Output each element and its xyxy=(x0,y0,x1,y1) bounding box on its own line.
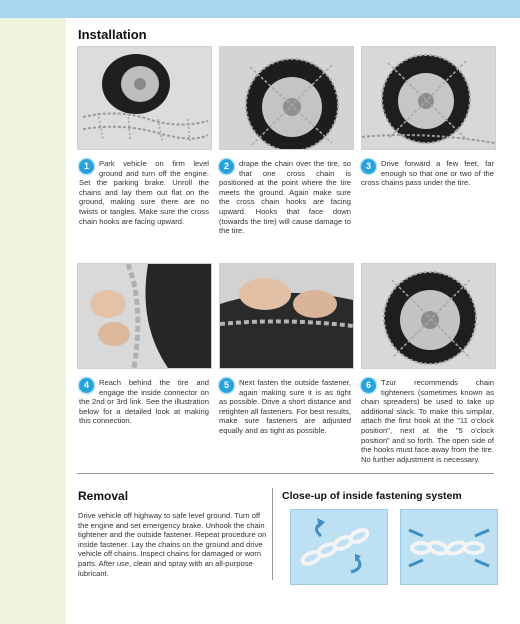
step-number-badge: 2 xyxy=(219,159,234,174)
photo-step-4 xyxy=(77,263,212,369)
column-divider xyxy=(272,488,273,580)
photo-step-6 xyxy=(361,263,496,369)
removal-text: Drive vehicle off highway to safe level ground. Turn off the engine and set emergency brake. Unhook the chain tightener and the outside fastener. Repeat procedure on inside fastener. Lay the chains on the ground and drive vehicle off chains. Inspect chains for damaged or worn parts. After use, clean and spray with an all-purpose lubricant. xyxy=(78,511,267,578)
step-text: Tzur recommends chain tighteners (sometimes known as chain spreaders) be used to take up additional slack. To make this simpilar, attach the first hook at the "11 o'clock position", next at the "5 o'clock position" and so forth. The open side of the hooks must face away from the tire. No further adjustment is necessary. xyxy=(361,378,494,464)
step-3 xyxy=(361,159,494,188)
installation-title: Installation xyxy=(78,27,147,42)
step-1 xyxy=(79,159,209,226)
step-text: Next fasten the outside fastener, again making sure it is as tight as possible. Drive a short distance and retighten all fasteners. For best results, make sure fasteners are adjusted equally and as tight as possible. xyxy=(219,378,351,435)
section-divider xyxy=(77,473,494,474)
photo-step-3 xyxy=(361,46,496,150)
left-margin-band xyxy=(0,18,66,624)
closeup-illustration-right xyxy=(400,509,498,585)
step-2 xyxy=(219,159,351,236)
photo-step-2 xyxy=(219,46,354,150)
step-number-badge: 6 xyxy=(361,378,376,393)
step-4 xyxy=(79,378,209,426)
step-number-badge: 5 xyxy=(219,378,234,393)
closeup-illustration-left xyxy=(290,509,388,585)
step-5 xyxy=(219,378,351,436)
step-number-badge: 1 xyxy=(79,159,94,174)
step-text: drape the chain over the tire, so that one cross chain is positioned at the point where the tire meets the ground. Again make sure the cross chain hooks are facing upward. Hooks that face down (towards the tire) will cause damage to the tire. xyxy=(219,159,351,236)
step-6 xyxy=(361,378,494,464)
step-number-badge: 4 xyxy=(79,378,94,393)
step-text: Park vehicle on firm level ground and turn off the engine. Set the parking brake. Unroll the chains and lay them out flat on the ground, making sure there are no twists or tangles. Make sure the cross chain hooks are facing upward. xyxy=(79,159,209,226)
top-color-strip xyxy=(0,0,520,18)
removal-title: Removal xyxy=(78,489,129,503)
photo-step-5 xyxy=(219,263,354,369)
photo-step-1 xyxy=(77,46,212,150)
closeup-title: Close-up of inside fastening system xyxy=(282,490,462,502)
step-number-badge: 3 xyxy=(361,159,376,174)
step-text: Drive forward a few feet, far enough so that one or two of the cross chains pass under the tire. xyxy=(361,159,494,188)
step-text: Reach behind the tire and engage the inside connector on the 2nd or 3rd link. See the illustration below for a detailed look at making this connection. xyxy=(79,378,209,426)
